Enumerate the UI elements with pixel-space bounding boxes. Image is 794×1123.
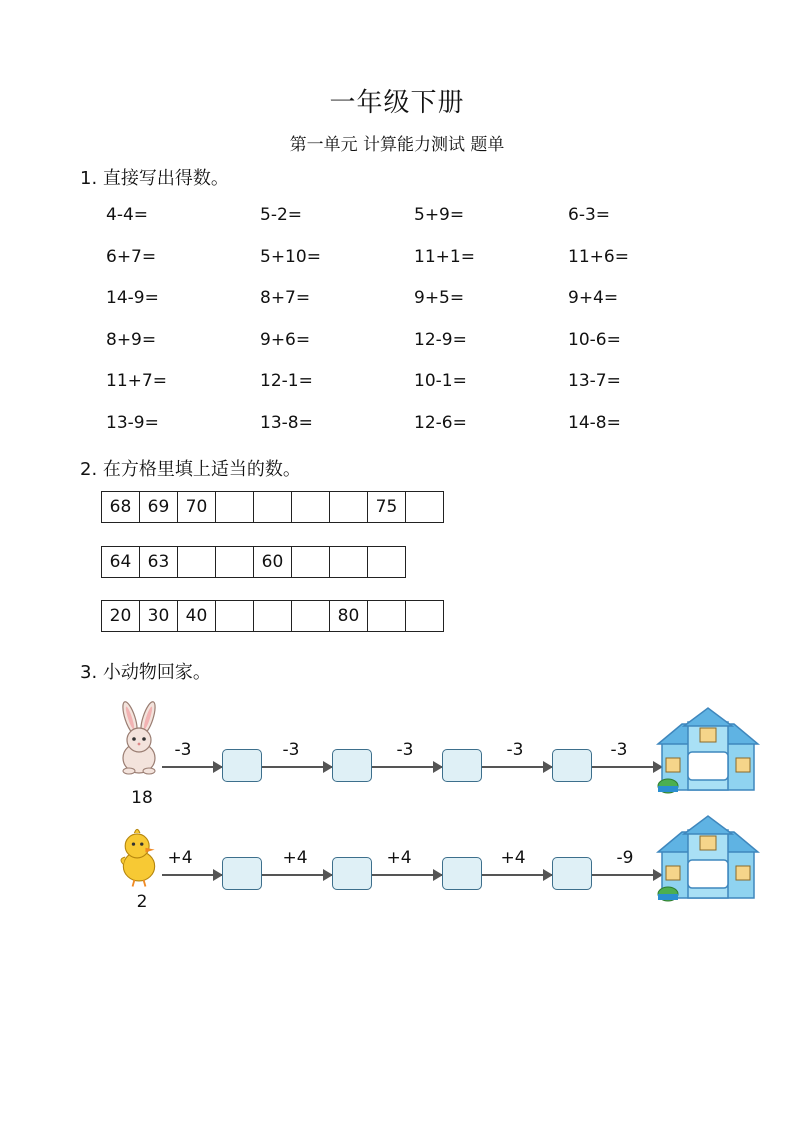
- calc-item: 10-1=: [414, 371, 467, 392]
- calc-row: [106, 413, 726, 455]
- question-2-heading: 2. 在方格里填上适当的数。: [80, 459, 301, 480]
- page-title: 一年级下册: [329, 88, 465, 118]
- calc-item: 5+9=: [414, 205, 465, 225]
- arrow-icon: [162, 874, 222, 876]
- sequence-blank[interactable]: [178, 547, 216, 577]
- calc-item: 14-9=: [106, 288, 159, 309]
- number-sequence-row: [101, 491, 444, 523]
- sequence-blank[interactable]: [368, 547, 406, 577]
- arrow-icon: [482, 874, 552, 876]
- house-icon: [656, 706, 760, 794]
- answer-box[interactable]: [222, 749, 262, 782]
- operation-label: -3: [282, 740, 300, 760]
- calc-item: 12-1=: [260, 371, 313, 392]
- arrow-icon: [262, 874, 332, 876]
- arrow-icon: [592, 874, 662, 876]
- operation-label: -9: [616, 848, 634, 868]
- house-icon: [656, 814, 760, 902]
- sequence-cell: 20: [102, 601, 140, 631]
- calc-item: 9+6=: [260, 329, 311, 350]
- question-3-heading: 3. 小动物回家。: [80, 662, 211, 683]
- calc-item: 6+7=: [106, 246, 157, 267]
- question-1-heading: 1. 直接写出得数。: [80, 168, 229, 189]
- answer-box[interactable]: [332, 749, 372, 782]
- calc-item: 13-7=: [568, 371, 621, 392]
- calc-item: 6-3=: [568, 205, 611, 225]
- sequence-blank[interactable]: [254, 601, 292, 631]
- sequence-cell: 60: [254, 547, 292, 577]
- sequence-cell: 63: [140, 547, 178, 577]
- operation-label: -3: [174, 740, 192, 760]
- arrow-icon: [372, 874, 442, 876]
- calc-item: 14-8=: [568, 412, 621, 433]
- sequence-cell: 75: [368, 492, 406, 522]
- calc-item: 4-4=: [106, 205, 149, 225]
- calc-row: [106, 330, 726, 372]
- animal-route-chick: [0, 808, 794, 918]
- answer-box[interactable]: [552, 749, 592, 782]
- operation-label: +4: [386, 848, 412, 868]
- sequence-blank[interactable]: [216, 547, 254, 577]
- sequence-blank[interactable]: [292, 492, 330, 522]
- sequence-blank[interactable]: [292, 601, 330, 631]
- sequence-blank[interactable]: [216, 601, 254, 631]
- calc-item: 5+10=: [260, 246, 321, 267]
- calc-item: 9+5=: [414, 288, 465, 309]
- calc-item: 12-9=: [414, 329, 467, 350]
- operation-label: -3: [506, 740, 524, 760]
- operation-label: -3: [396, 740, 414, 760]
- sequence-blank[interactable]: [292, 547, 330, 577]
- sequence-blank[interactable]: [254, 492, 292, 522]
- sequence-cell: 69: [140, 492, 178, 522]
- calc-item: 8+7=: [260, 288, 311, 309]
- sequence-blank[interactable]: [406, 492, 444, 522]
- calc-item: 13-8=: [260, 412, 313, 433]
- page-subtitle: 第一单元 计算能力测试 题单: [289, 135, 505, 155]
- calc-item: 11+1=: [414, 246, 475, 267]
- calc-item: 10-6=: [568, 329, 621, 350]
- rabbit-icon: [112, 700, 166, 776]
- calc-item: 8+9=: [106, 329, 157, 350]
- calc-item: 5-2=: [260, 205, 303, 225]
- calc-item: 11+7=: [106, 371, 167, 392]
- calc-item: 9+4=: [568, 288, 619, 309]
- number-sequence-row: [101, 546, 406, 578]
- start-number: 2: [136, 892, 148, 912]
- sequence-cell: 80: [330, 601, 368, 631]
- calc-row: [106, 288, 726, 330]
- arrow-icon: [482, 766, 552, 768]
- calculation-grid: [106, 205, 726, 455]
- number-sequence-row: [101, 600, 444, 632]
- operation-label: +4: [167, 848, 193, 868]
- animal-route-rabbit: [0, 700, 794, 810]
- answer-box[interactable]: [442, 749, 482, 782]
- calc-item: 11+6=: [568, 246, 629, 267]
- sequence-cell: 30: [140, 601, 178, 631]
- answer-box[interactable]: [332, 857, 372, 890]
- calc-row: [106, 205, 726, 247]
- sequence-cell: 68: [102, 492, 140, 522]
- calc-row: [106, 371, 726, 413]
- calc-row: [106, 247, 726, 289]
- sequence-blank[interactable]: [330, 492, 368, 522]
- sequence-cell: 70: [178, 492, 216, 522]
- arrow-icon: [372, 766, 442, 768]
- operation-label: -3: [610, 740, 628, 760]
- sequence-cell: 64: [102, 547, 140, 577]
- arrow-icon: [262, 766, 332, 768]
- sequence-blank[interactable]: [368, 601, 406, 631]
- sequence-blank[interactable]: [406, 601, 444, 631]
- arrow-icon: [162, 766, 222, 768]
- sequence-cell: 40: [178, 601, 216, 631]
- calc-item: 13-9=: [106, 412, 159, 433]
- calc-item: 12-6=: [414, 412, 467, 433]
- operation-label: +4: [282, 848, 308, 868]
- answer-box[interactable]: [442, 857, 482, 890]
- answer-box[interactable]: [222, 857, 262, 890]
- start-number: 18: [131, 788, 153, 808]
- arrow-icon: [592, 766, 662, 768]
- operation-label: +4: [500, 848, 526, 868]
- sequence-blank[interactable]: [330, 547, 368, 577]
- sequence-blank[interactable]: [216, 492, 254, 522]
- answer-box[interactable]: [552, 857, 592, 890]
